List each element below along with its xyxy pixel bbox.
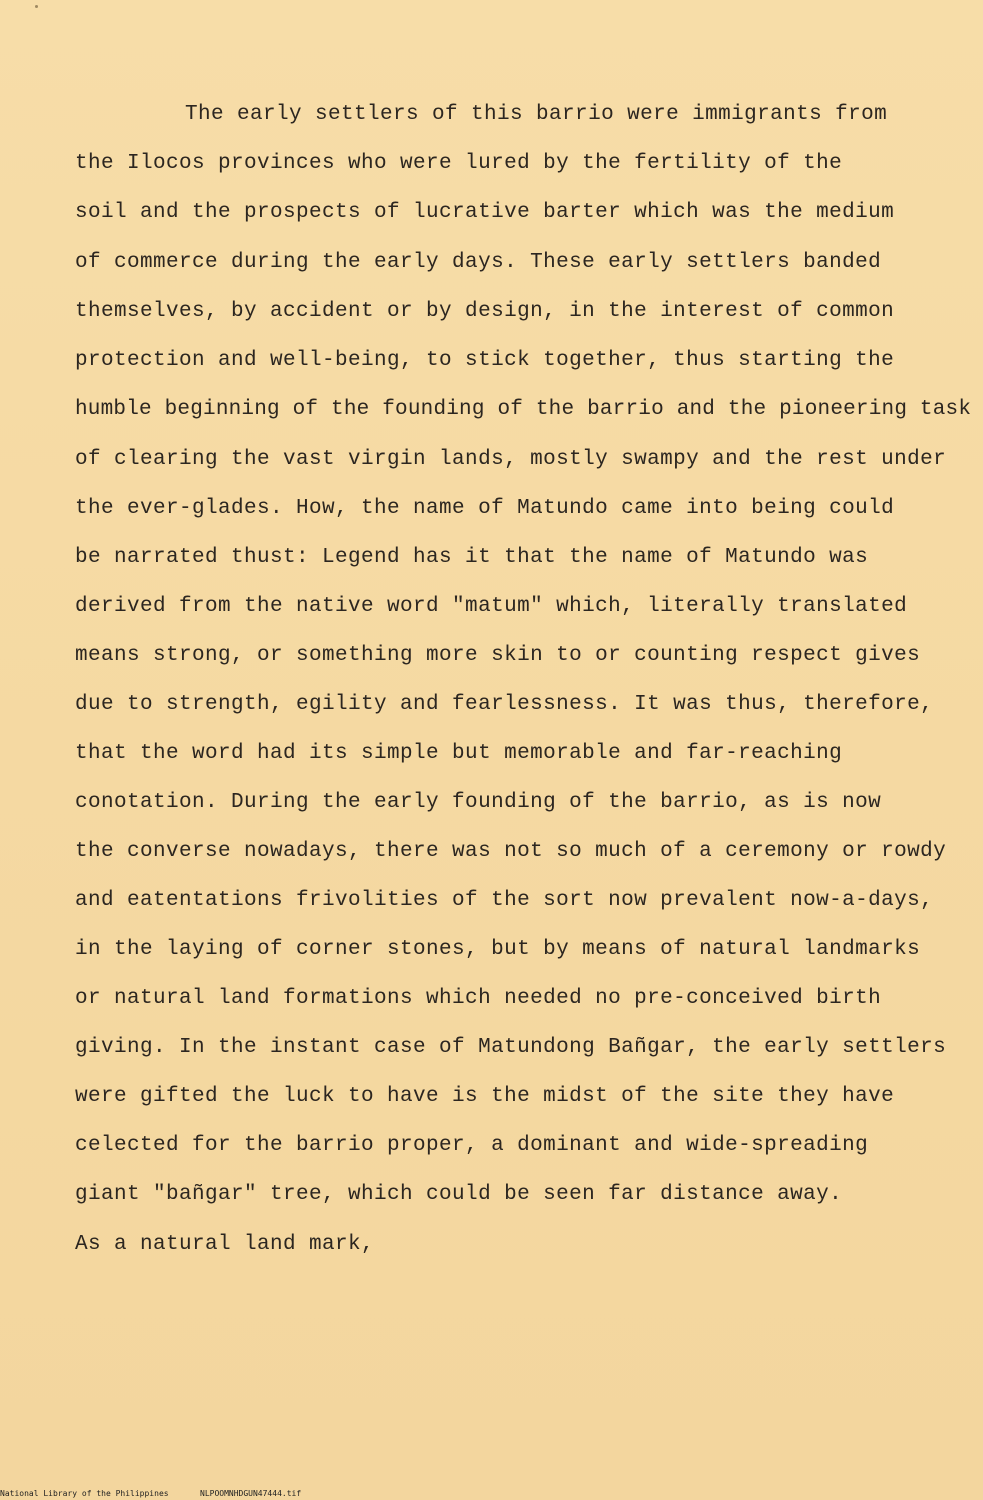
text-line: humble beginning of the founding of the barrio and the pioneering task (75, 398, 972, 421)
text-line: were gifted the luck to have is the midst of the site they have (75, 1085, 895, 1108)
text-line: of commerce during the early days. These early settlers banded (75, 251, 882, 274)
text-line: protection and well-being, to stick together, thus starting the (75, 349, 895, 372)
text-line: the converse nowadays, there was not so much of a ceremony or rowdy (75, 840, 947, 863)
paper-speck (35, 5, 38, 8)
text-line: As a natural land mark, (75, 1233, 375, 1256)
footer-library-label: National Library of the Philippines (0, 1489, 169, 1498)
text-line: giving. In the instant case of Matundong Bañgar, the early settlers (75, 1036, 947, 1059)
text-line: in the laying of corner stones, but by means of natural landmarks (75, 938, 921, 961)
text-line: be narrated thust: Legend has it that the name of Matundo was (75, 546, 869, 569)
text-line: that the word had its simple but memorable and far-reaching (75, 742, 843, 765)
text-line: celected for the barrio proper, a dominant and wide-spreading (75, 1134, 869, 1157)
text-line: the ever-glades. How, the name of Matundo came into being could (75, 497, 895, 520)
text-line: conotation. During the early founding of the barrio, as is now (75, 791, 882, 814)
text-line: giant "bañgar" tree, which could be seen far distance away. (75, 1183, 843, 1206)
text-line: or natural land formations which needed no pre-conceived birth (75, 987, 882, 1010)
text-line: and eatentations frivolities of the sort now prevalent now-a-days, (75, 889, 934, 912)
text-line: themselves, by accident or by design, in the interest of common (75, 300, 895, 323)
text-line: The early settlers of this barrio were immigrants from (185, 103, 888, 126)
text-line: soil and the prospects of lucrative barter which was the medium (75, 201, 895, 224)
footer-filename: NLPOOMNHDGUN47444.tif (200, 1489, 302, 1498)
text-line: due to strength, egility and fearlessness. It was thus, therefore, (75, 693, 934, 716)
text-line: the Ilocos provinces who were lured by the fertility of the (75, 152, 843, 175)
text-line: means strong, or something more skin to or counting respect gives (75, 644, 921, 667)
text-line: derived from the native word "matum" which, literally translated (75, 595, 908, 618)
text-line: of clearing the vast virgin lands, mostly swampy and the rest under (75, 448, 947, 471)
